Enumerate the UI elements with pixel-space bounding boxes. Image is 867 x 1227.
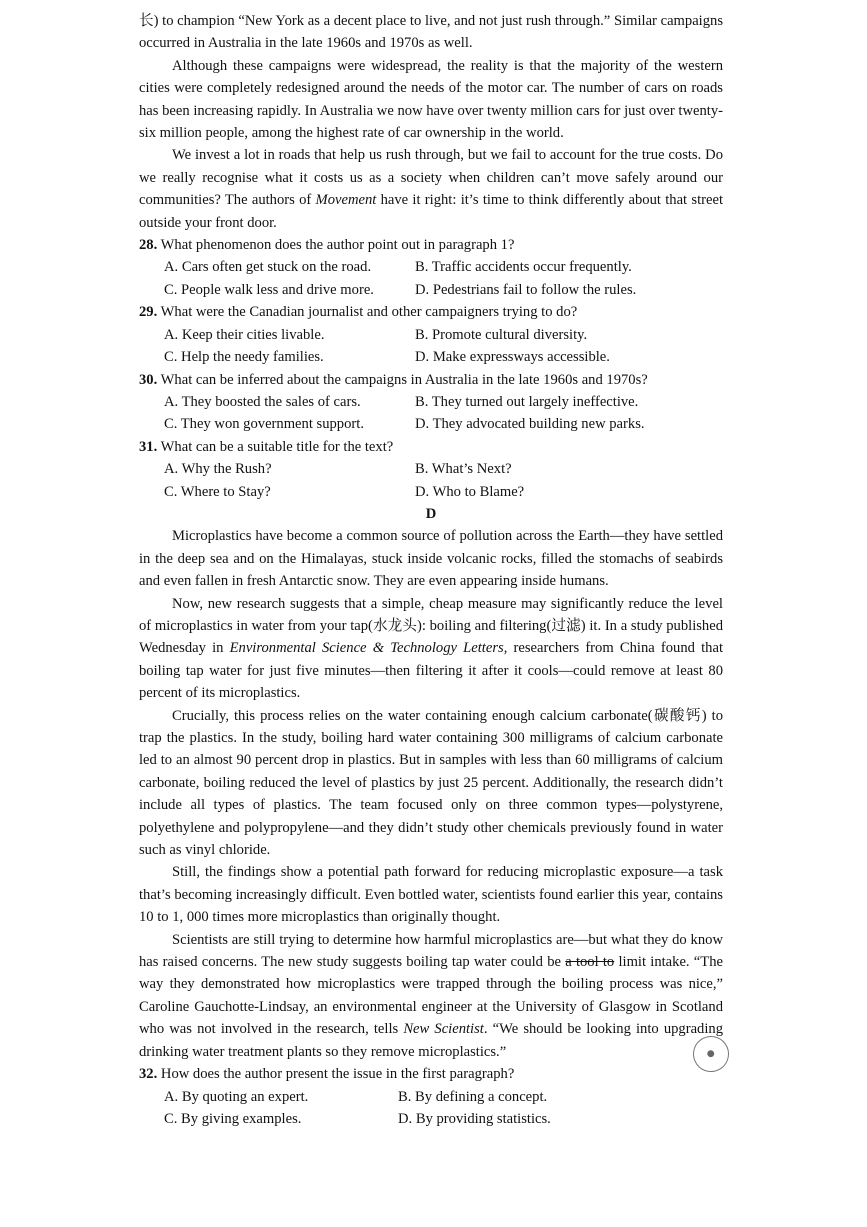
passage-d-paragraph: Still, the findings show a potential path forward for reducing microplastic exposure—a task that’s becoming increasingly difficult. Even bottled water, scientists found earlier this year, contains 10 to 1, 000 times more microplastics than originally thought. [139, 864, 723, 926]
option-b: B. Traffic accidents occur frequently. [415, 259, 632, 276]
option-a: A. By quoting an expert. [164, 1088, 309, 1105]
exam-page [139, 10, 723, 1130]
option-d: D. Pedestrians fail to follow the rules. [415, 281, 637, 298]
book-title: Movement [315, 192, 377, 209]
passage-c-paragraph [139, 144, 723, 234]
text-run: Now, new research suggests that a simple, cheap measure may significantly reduce the level of microplastics in water from your tap(水龙头): boiling and filtering(过滤) it. In a study published Wednesday in [139, 595, 723, 657]
question-32 [139, 1063, 723, 1085]
option-c: C. Where to Stay? [164, 483, 271, 500]
option-d: D. They advocated building new parks. [415, 416, 645, 433]
text-run: Scientists are still trying to determine how harmful microplastics are—but what they do know has raised concerns. The new study suggests boiling tap water could be [139, 931, 723, 971]
question-number: 30. [139, 371, 158, 388]
question-text: What can be inferred about the campaigns in Australia in the late 1960s and 1970s? [160, 371, 648, 388]
text-run: . “We should be looking into upgrading drinking water treatment plants so they remove microplastics.” [139, 1021, 723, 1060]
option-b: B. They turned out largely ineffective. [415, 393, 639, 410]
stamp-mark-icon: ● [686, 1029, 736, 1079]
option-d: D. Make expressways accessible. [415, 349, 610, 366]
journal-title: Environmental Science & Technology Letters [229, 640, 504, 657]
question-text: How does the author present the issue in the first paragraph? [160, 1066, 515, 1083]
passage-d-paragraph: Crucially, this process relies on the water containing enough calcium carbonate(碳酸钙) to trap the plastics. In the study, boiling hard water containing 300 milligrams of calcium carbonate led to an almost 90 percent drop in plastics. But in samples with less than 60 milligrams of calcium carbonate, boiling reduced the level of plastics by just 25 percent. Additionally, the research didn’t include all types of plastics. The team focused only on three common types—polystyrene, polyethylene and polypropylene—and they didn’t study other chemicals previously found in water such as vinyl chloride. [139, 707, 723, 859]
option-a: A. They boosted the sales of cars. [164, 393, 361, 410]
passage-c-paragraph-tail: 长) to champion “New York as a decent place to live, and not just rush through.” Similar campaigns occurred in Australia in the late 1960s and 1970s as well. [139, 13, 723, 52]
options-32 [139, 1086, 723, 1131]
section-heading-d: D [425, 505, 437, 522]
text-run: have it right: it’s time to think differently about that street outside your front door. [139, 192, 723, 231]
question-number: 28. [139, 237, 158, 254]
text-run: limit intake. “The way they demonstrated how microplastics were trapped through the boiling process was nice,” Caroline Gauchotte-Lindsay, an environmental engineer at the University of Glasgow in Scotland who was not involved in the research, tells [139, 954, 723, 1038]
options-29 [139, 324, 723, 369]
magazine-title: New Scientist [403, 1021, 484, 1038]
question-30 [139, 369, 723, 391]
question-28 [139, 234, 723, 256]
option-a: A. Why the Rush? [164, 461, 272, 478]
struck-text: a tool to [565, 954, 615, 971]
options-30 [139, 391, 723, 436]
text-run: , researchers from China found that boiling tap water for just five minutes—then filtering it after it cools—could remove at least 80 percent of its microplastics. [139, 640, 724, 702]
option-d: D. Who to Blame? [415, 483, 525, 500]
question-number: 32. [139, 1066, 158, 1083]
options-31 [139, 458, 723, 503]
option-b: B. Promote cultural diversity. [415, 326, 588, 343]
option-b: B. What’s Next? [415, 461, 512, 478]
option-c: C. They won government support. [164, 416, 364, 433]
question-text: What phenomenon does the author point out in paragraph 1? [160, 237, 515, 254]
option-a: A. Cars often get stuck on the road. [164, 259, 372, 276]
option-c: C. By giving examples. [164, 1110, 302, 1127]
option-c: C. Help the needy families. [164, 349, 324, 366]
option-a: A. Keep their cities livable. [164, 326, 325, 343]
question-number: 31. [139, 438, 158, 455]
question-text: What can be a suitable title for the text? [160, 438, 394, 455]
question-text: What were the Canadian journalist and other campaigners trying to do? [160, 304, 578, 321]
text-run: We invest a lot in roads that help us rush through, but we fail to account for the true costs. Do we really recognise what it costs us as a society when children can’t move safely around our communities? The authors of [139, 147, 723, 209]
option-d: D. By providing statistics. [398, 1110, 551, 1127]
passage-c-paragraph: Although these campaigns were widespread, the reality is that the majority of the western cities were completely redesigned around the needs of the motor car. The number of cars on roads has been increasing rapidly. In Australia we now have over twenty million cars for just over twenty-six million people, among the highest rate of car ownership in the world. [139, 57, 723, 142]
passage-d-paragraph [139, 929, 723, 1063]
option-c: C. People walk less and drive more. [164, 281, 374, 298]
passage-d-paragraph [139, 593, 723, 705]
passage-d-paragraph: Microplastics have become a common source of pollution across the Earth—they have settled in the deep sea and on the Himalayas, stuck inside volcanic rocks, filled the stomachs of seabirds and even fallen in fresh Antarctic snow. They are even appearing inside humans. [139, 528, 723, 590]
question-31 [139, 436, 723, 458]
options-28 [139, 256, 723, 301]
question-number: 29. [139, 304, 158, 321]
option-b: B. By defining a concept. [398, 1088, 548, 1105]
question-29 [139, 301, 723, 323]
